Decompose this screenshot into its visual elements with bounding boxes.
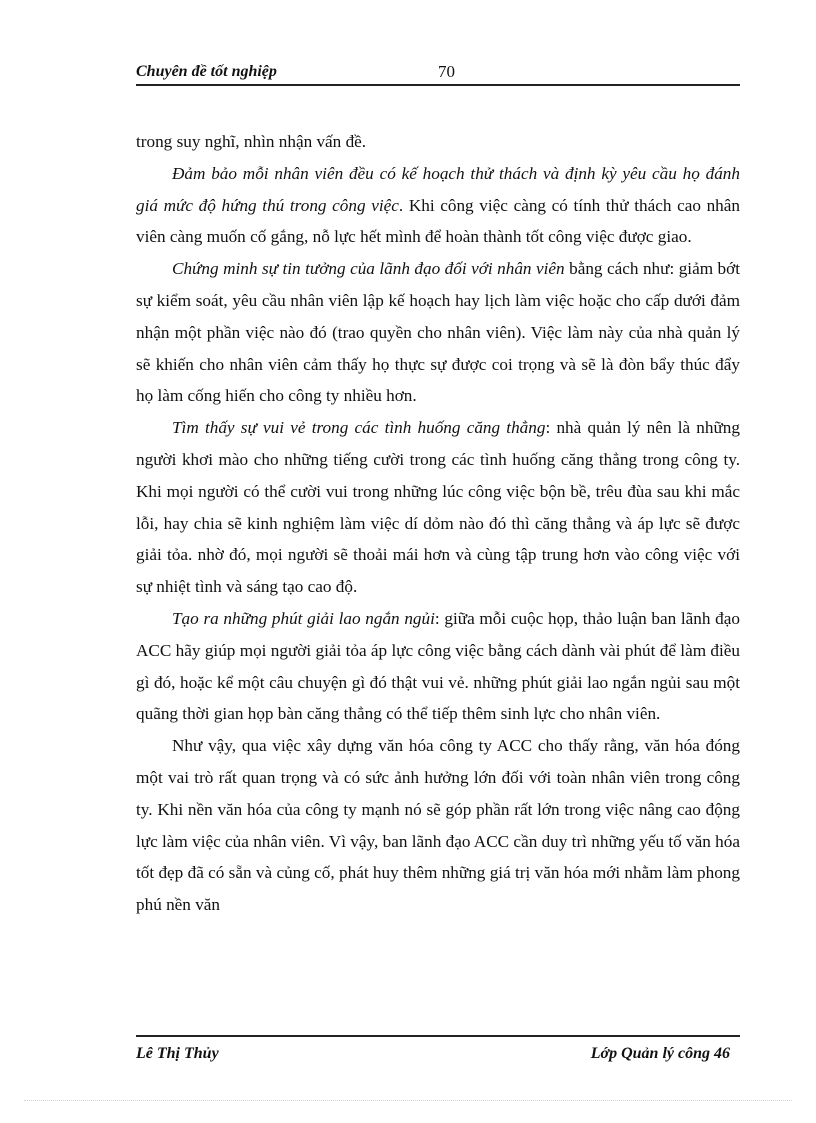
paragraph-text: Như vậy, qua việc xây dựng văn hóa công ty ACC cho thấy rằng, văn hóa đóng một vai trò rất quan trọng và có sức ảnh hưởng lớn đối với toàn nhân viên trong công ty. Khi nền văn hóa của công ty mạnh nó sẽ góp phần rất lớn trong việc nâng cao động lực làm việc của nhân viên. Vì vậy, ban lãnh đạo ACC cần duy trì những yếu tố văn hóa tốt đẹp đã có sẵn và củng cố, phát huy thêm những giá trị văn hóa mới nhằm làm phong phú nền văn (136, 736, 740, 915)
paragraph-text: : giữa mỗi cuộc họp, thảo luận ban lãnh đạo ACC hãy giúp mọi người giải tỏa áp lực công việc bằng cách dành vài phút để làm điều gì đó, hoặc kể một câu chuyện gì đó thật vui vẻ. những phút giải lao ngắn ngủi sau một quãng thời gian họp bàn căng thẳng có thể tiếp thêm sinh lực cho nhân viên. (136, 608, 740, 724)
footer-author: Lê Thị Thủy (136, 1045, 219, 1062)
paragraph-text: . Khi công việc càng có tính thử thách cao nhân viên càng muốn cố gắng, nỗ lực hết mình để hoàn thành tốt công việc được giao. (136, 195, 740, 247)
paragraph-short-breaks (136, 603, 740, 730)
paragraph-text: trong suy nghĩ, nhìn nhận vấn đề. (136, 132, 367, 151)
paragraph-text: bằng cách như: giảm bớt sự kiểm soát, yêu cầu nhân viên lập kế hoạch hay lịch làm việc hoặc cho cấp dưới đảm nhận một phần việc nào đó (trao quyền cho nhân viên). Việc làm này của nhà quản lý sẽ khiến cho nhân viên cảm thấy họ thực sự được coi trọng và sẽ là đòn bẩy thúc đẩy họ làm cống hiến cho công ty nhiều hơn. (136, 259, 741, 406)
footer-class: Lớp Quản lý công 46 (590, 1045, 730, 1062)
paragraph-continuation (136, 126, 740, 158)
paragraph-conclusion (136, 730, 740, 921)
page-footer (136, 1035, 740, 1065)
page-number: 70 (438, 62, 455, 81)
paragraph-text: : nhà quản lý nên là những người khơi mào cho những tiếng cười trong các tình huống căng thẳng trong công ty. Khi mọi người có thể cười vui trong những lúc công việc bộn bề, trêu đùa sau khi mắc lỗi, hay chia sẽ kinh nghiệm làm việc dí dỏm nào đó thì căng thẳng và áp lực sẽ được giải tỏa. nhờ đó, mọi người sẽ thoải mái hơn và cùng tập trung hơn vào công việc với sự nhiệt tình và sáng tạo cao độ. (136, 418, 740, 597)
paragraph-humor-in-stress (136, 412, 740, 603)
paragraph-lead: Đảm bảo mỗi nhân viên đều có kế hoạch thử thách và định kỳ yêu cầu họ đánh giá mức độ hứng thú trong công việc (136, 163, 740, 215)
paragraph-leadership-trust (136, 253, 740, 412)
paragraph-challenge-plan (136, 158, 740, 253)
header-title: Chuyên đề tốt nghiệp (136, 63, 277, 80)
paragraph-lead: Tạo ra những phút giải lao ngắn ngủi (172, 608, 435, 628)
page-bottom-divider (24, 1100, 792, 1101)
paragraph-lead: Chứng minh sự tin tưởng của lãnh đạo đối với nhân viên (172, 259, 565, 279)
paragraph-lead: Tìm thấy sự vui vẻ trong các tình huống căng thẳng (172, 418, 546, 438)
body-text (136, 126, 740, 921)
page-header (136, 60, 740, 86)
